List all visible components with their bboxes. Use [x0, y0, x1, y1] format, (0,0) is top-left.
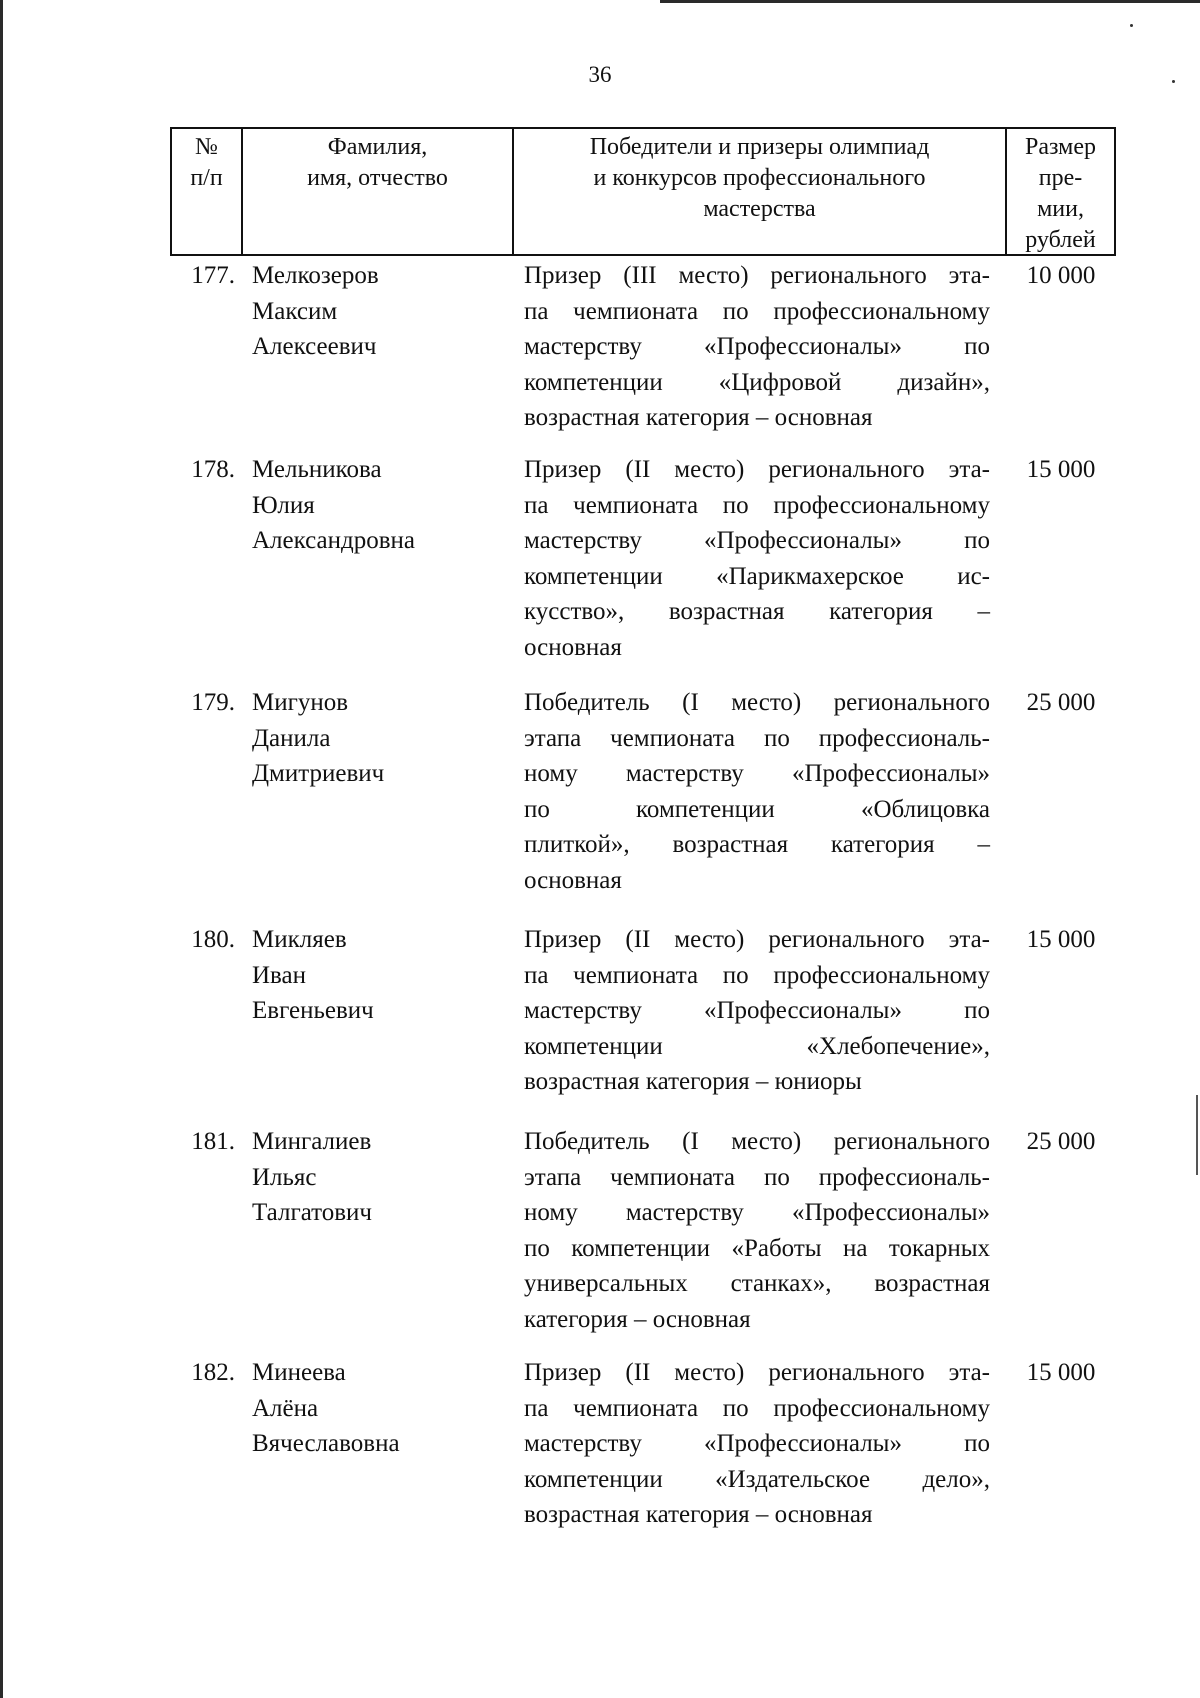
name-line: Мельникова: [252, 456, 382, 483]
description-line: возрастная категория – основная: [524, 1501, 873, 1528]
header-line: рублей: [1025, 227, 1096, 253]
name-line: Дмитриевич: [252, 760, 385, 787]
description-line: категория – основная: [524, 1305, 751, 1333]
description-line: Призер (III место) регионального эта-: [524, 262, 990, 289]
description-line: мастерству «Профессионалы» по: [524, 333, 990, 360]
description-line: Призер (II место) регионального эта-: [524, 1359, 990, 1386]
description-line: этапа чемпионата по профессиональ-: [524, 724, 990, 752]
description-line: мастерству «Профессионалы» по: [524, 1430, 990, 1457]
description-line: ному мастерству «Профессионалы»: [524, 1199, 990, 1226]
name-line: Александровна: [252, 527, 416, 554]
name-line: Вячеславовна: [252, 1430, 400, 1457]
recipient-name: [252, 258, 512, 365]
table-header: [170, 127, 1116, 256]
description-line: по компетенции «Работы на токарных: [524, 1234, 990, 1262]
achievement-description: [524, 1355, 990, 1533]
header-line: №: [195, 134, 218, 160]
scan-speck: [1130, 24, 1133, 27]
header-line: имя, отчество: [307, 165, 448, 191]
name-line: Юлия: [252, 491, 315, 519]
header-line: и конкурсов профессионального: [593, 165, 926, 191]
name-line: Данила: [252, 724, 331, 752]
description-line: кусство», возрастная категория –: [524, 598, 990, 625]
scan-edge-mark: [1196, 1095, 1198, 1175]
award-amount: 15 000: [1026, 926, 1096, 953]
header-line: пре-: [1038, 165, 1083, 191]
award-amount: 15 000: [1026, 456, 1096, 483]
name-line: Ильяс: [252, 1163, 317, 1191]
achievement-description: [524, 1124, 990, 1337]
recipient-name: [252, 922, 512, 1029]
description-line: основная: [524, 633, 622, 661]
name-line: Алёна: [252, 1394, 319, 1422]
description-line: универсальных станках», возрастная: [524, 1270, 990, 1297]
row-number: 179.: [191, 689, 235, 716]
description-line: возрастная категория – юниоры: [524, 1068, 862, 1095]
achievement-description: [524, 922, 990, 1100]
award-amount: 25 000: [1026, 1128, 1096, 1155]
name-line: Минеева: [252, 1359, 346, 1386]
name-line: Мигунов: [252, 689, 349, 716]
name-line: Алексеевич: [252, 333, 377, 360]
name-line: Мелкозеров: [252, 262, 379, 289]
scan-border-top: [660, 0, 1200, 3]
header-line: Победители и призеры олимпиад: [589, 134, 930, 160]
column-header-amount: [1007, 129, 1114, 254]
header-line: мии,: [1037, 196, 1084, 222]
column-header-number: [172, 129, 243, 254]
row-number: 181.: [191, 1128, 235, 1155]
achievement-description: [524, 452, 990, 665]
description-line: па чемпионата по профессиональному: [524, 297, 990, 325]
header-line: Фамилия,: [327, 134, 428, 160]
description-line: мастерству «Профессионалы» по: [524, 527, 990, 554]
description-line: Победитель (I место) регионального: [524, 689, 990, 716]
recipient-name: [252, 685, 512, 792]
description-line: плиткой», возрастная категория –: [524, 831, 990, 858]
description-line: Призер (II место) регионального эта-: [524, 926, 990, 953]
recipient-name: [252, 1124, 512, 1231]
description-line: по компетенции «Облицовка: [524, 795, 990, 823]
award-amount: 15 000: [1026, 1359, 1096, 1386]
achievement-description: [524, 258, 990, 436]
description-line: компетенции «Парикмахерское ис-: [524, 562, 990, 590]
description-line: Победитель (I место) регионального: [524, 1128, 990, 1155]
name-line: Евгеньевич: [252, 997, 374, 1024]
name-line: Иван: [252, 961, 307, 989]
name-line: Талгатович: [252, 1199, 372, 1226]
description-line: па чемпионата по профессиональному: [524, 491, 990, 519]
header-line: мастерства: [703, 196, 816, 222]
description-line: па чемпионата по профессиональному: [524, 961, 990, 989]
description-line: компетенции «Издательское дело»,: [524, 1465, 990, 1493]
description-line: возрастная категория – основная: [524, 404, 873, 431]
header-line: Размер: [1025, 134, 1096, 160]
description-line: компетенции «Хлебопечение»,: [524, 1032, 990, 1060]
row-number: 178.: [191, 456, 235, 483]
name-line: Максим: [252, 297, 338, 325]
page-number: 36: [588, 62, 612, 87]
description-line: па чемпионата по профессиональному: [524, 1394, 990, 1422]
column-header-name: [243, 129, 514, 254]
row-number: 180.: [191, 926, 235, 953]
description-line: мастерству «Профессионалы» по: [524, 997, 990, 1024]
description-line: основная: [524, 866, 622, 894]
scan-border-left: [0, 0, 3, 1698]
recipient-name: [252, 1355, 512, 1462]
column-header-description: [514, 129, 1007, 254]
header-line: п/п: [190, 165, 223, 191]
name-line: Микляев: [252, 926, 347, 953]
name-line: Мингалиев: [252, 1128, 372, 1155]
recipient-name: [252, 452, 512, 559]
achievement-description: [524, 685, 990, 898]
award-amount: 10 000: [1026, 262, 1096, 289]
description-line: ному мастерству «Профессионалы»: [524, 760, 990, 787]
award-amount: 25 000: [1026, 689, 1096, 716]
row-number: 182.: [191, 1359, 235, 1386]
description-line: этапа чемпионата по профессиональ-: [524, 1163, 990, 1191]
description-line: компетенции «Цифровой дизайн»,: [524, 368, 990, 396]
row-number: 177.: [191, 262, 235, 289]
description-line: Призер (II место) регионального эта-: [524, 456, 990, 483]
